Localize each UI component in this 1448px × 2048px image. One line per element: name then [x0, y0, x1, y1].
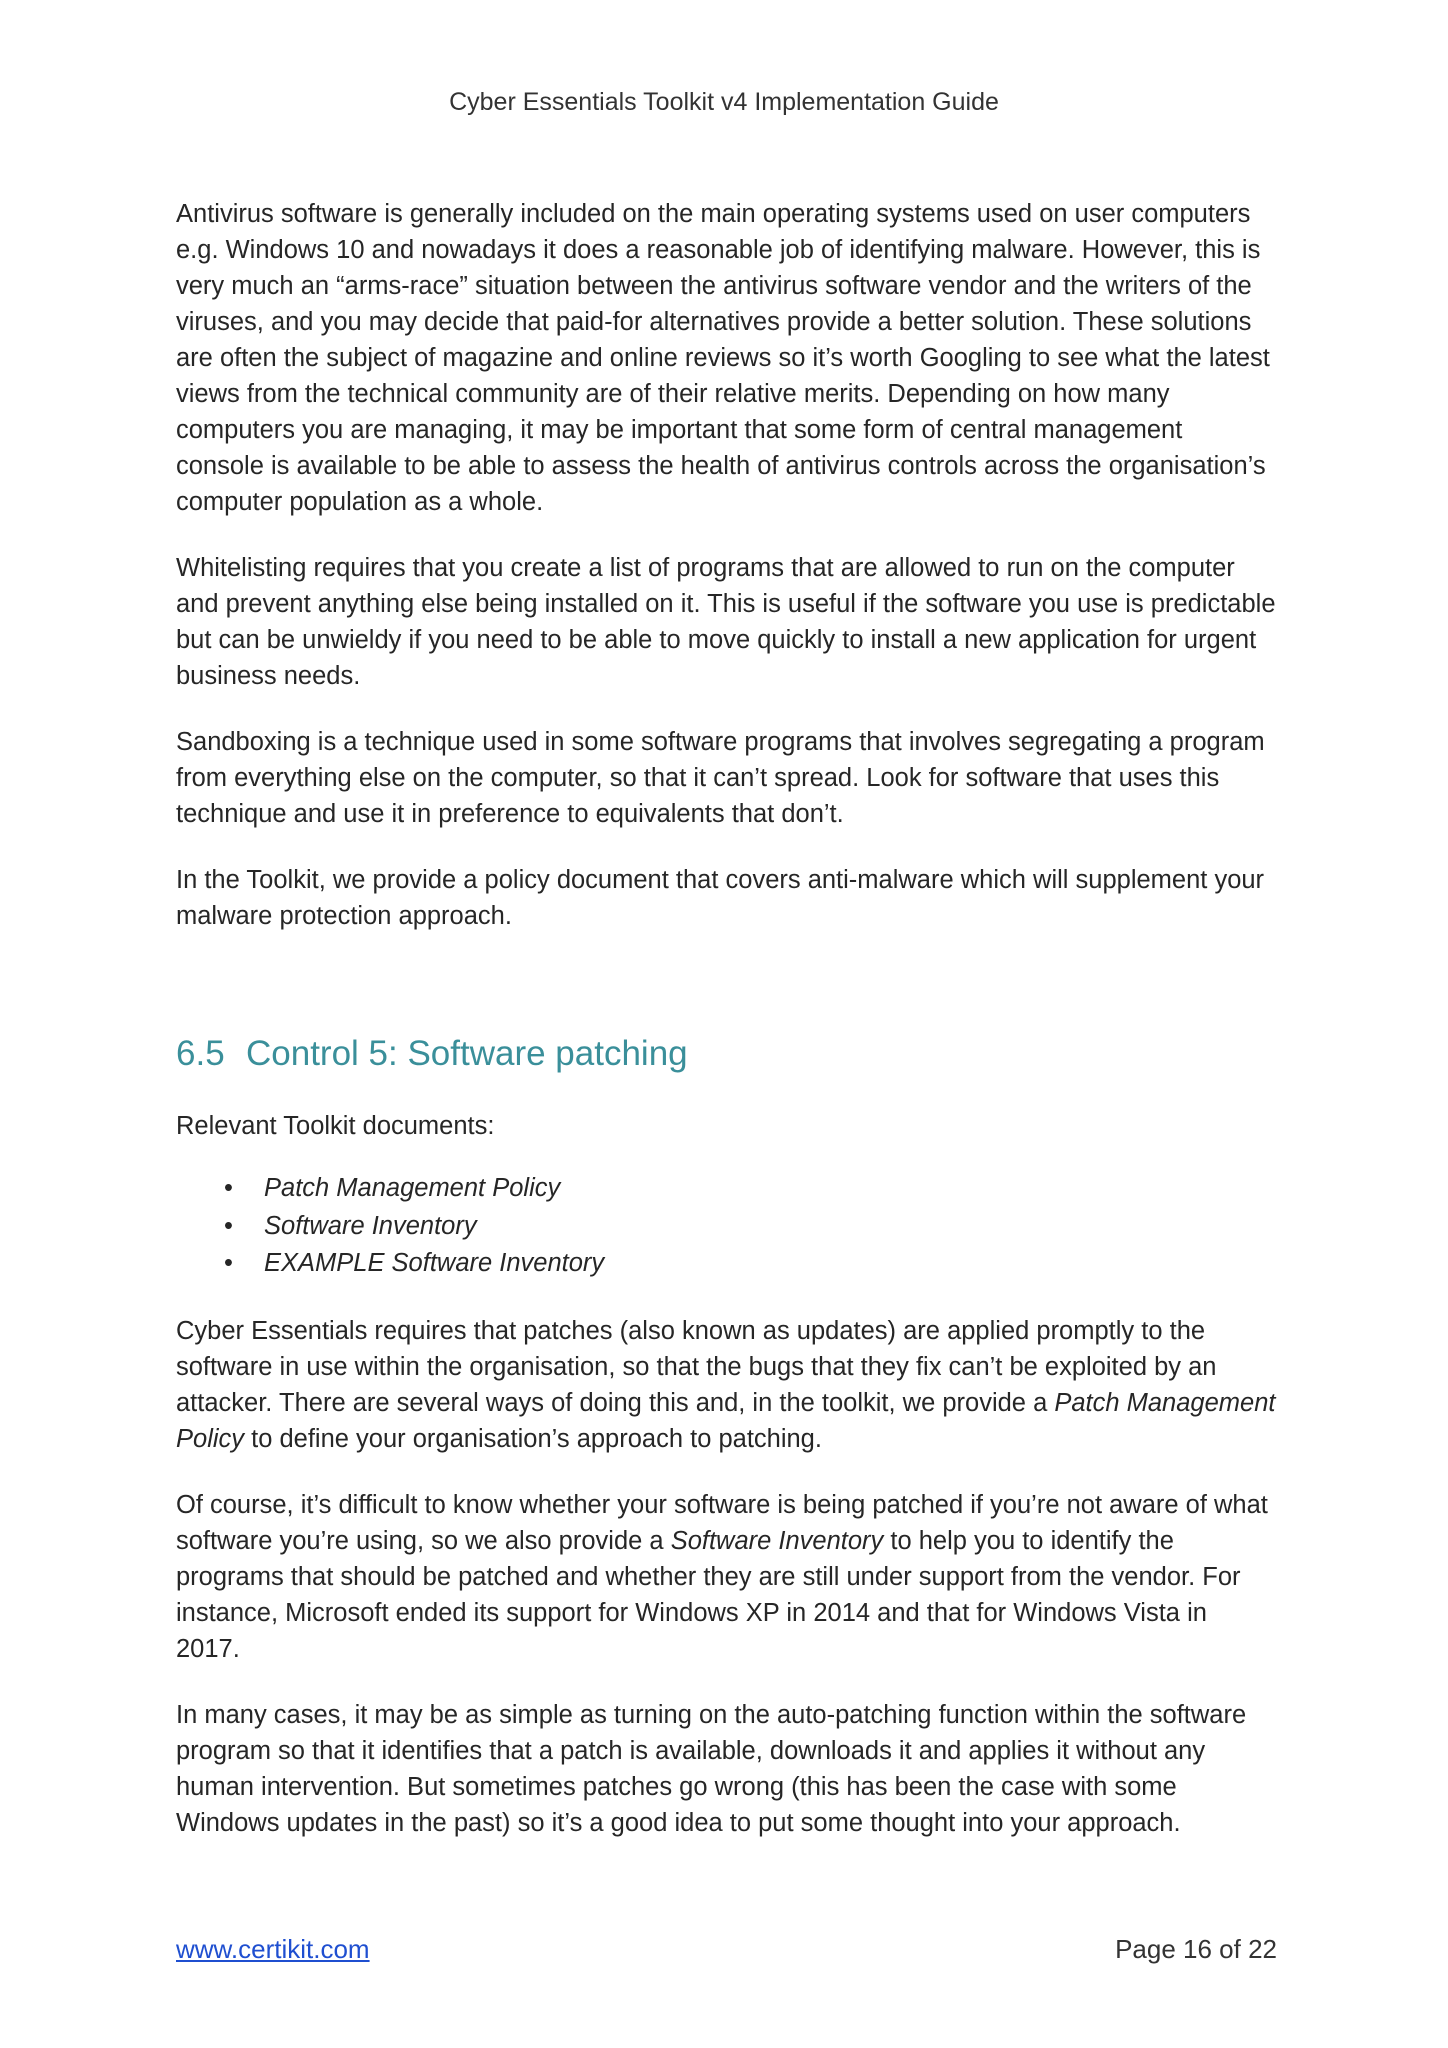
page-footer — [176, 1934, 1277, 1965]
page-number: Page 16 of 22 — [1115, 1934, 1277, 1964]
bullet-icon: • — [224, 1249, 233, 1277]
paragraph-toolkit-policy: In the Toolkit, we provide a policy document that covers anti-malware which will supplement your malware protection approach. — [176, 866, 1265, 930]
paragraph-patching-requirement: Cyber Essentials requires that patches (also known as updates) are applied promptly to the software in use within the organisation, so that the bugs that they fix can’t be exploited by an attacker. There are several ways of doing this and, in the toolkit, we provide a Patch Management Policy to define your organisation’s approach to patching. — [176, 1316, 1276, 1453]
website-link[interactable]: www.certikit.com — [176, 1934, 370, 1964]
list-item — [224, 1208, 1276, 1246]
paragraph-software-inventory: Of course, it’s difficult to know whether your software is being patched if you’re not aware of what software you’re using, so we also provide a Software Inventory to help you to identify the programs that should be patched and whether they are still under support from the vendor. For instance, Microsoft ended its support for Windows XP in 2014 and that for Windows Vista in 2017. — [176, 1490, 1268, 1663]
emphasis-patch-management-policy: Patch Management Policy — [176, 1388, 1276, 1453]
list-item — [224, 1170, 1276, 1208]
section-heading — [176, 1032, 1276, 1076]
list-item — [224, 1245, 1276, 1283]
paragraph-sandboxing: Sandboxing is a technique used in some software programs that involves segregating a program from everything else on the computer, so that it can’t spread. Look for software that uses this technique and use it in preference to equivalents that don’t. — [176, 728, 1265, 828]
section-number: 6.5 — [176, 1034, 225, 1073]
section-title: Control 5: Software patching — [246, 1034, 688, 1073]
document-name: Patch Management Policy — [264, 1174, 561, 1202]
documents-list — [176, 1170, 1276, 1283]
paragraph-antivirus: Antivirus software is generally included on the main operating systems used on user computers e.g. Windows 10 and nowadays it does a reasonable job of identifying malware. However, this is very much an “arms-race” situation between the antivirus software vendor and the writers of the viruses, and you may decide that paid-for alternatives provide a better solution. These solutions are often the subject of magazine and online reviews so it’s worth Googling to see what the latest views from the technical community are of their relative merits. Depending on how many computers you are managing, it may be important that some form of central management console is available to be able to assess the health of antivirus controls across the organisation’s computer population as a whole. — [176, 200, 1270, 516]
document-name: EXAMPLE Software Inventory — [264, 1249, 605, 1277]
paragraph-auto-patching: In many cases, it may be as simple as turning on the auto-patching function within the software program so that it identifies that a patch is available, downloads it and applies it without any human intervention. But sometimes patches go wrong (this has been the case with some Windows updates in the past) so it’s a good idea to put some thought into your approach. — [176, 1700, 1247, 1837]
paragraph-whitelisting: Whitelisting requires that you create a list of programs that are allowed to run on the computer and prevent anything else being installed on it. This is useful if the software you use is predictable but can be unwieldy if you need to be able to move quickly to install a new application for urgent business needs. — [176, 554, 1276, 690]
documents-label: Relevant Toolkit documents: — [176, 1112, 495, 1140]
page-header: Cyber Essentials Toolkit v4 Implementation Guide — [449, 88, 999, 116]
bullet-icon: • — [224, 1211, 233, 1240]
emphasis-software-inventory: Software Inventory — [670, 1526, 884, 1555]
document-body — [176, 196, 1276, 1871]
bullet-icon: • — [224, 1174, 233, 1202]
document-name: Software Inventory — [264, 1211, 477, 1240]
